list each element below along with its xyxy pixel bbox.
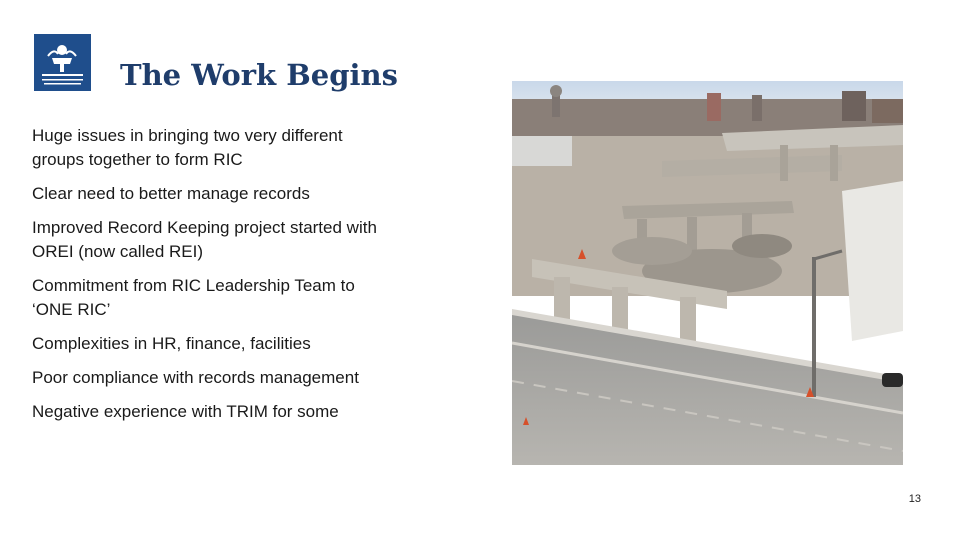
bullet-item: Poor compliance with records management — [32, 368, 359, 387]
slide-number: 13 — [908, 493, 921, 505]
bullet-list — [32, 124, 392, 434]
slide-title: The Work Begins — [120, 58, 398, 92]
bullet-item: Negative experience with TRIM for some — [32, 402, 339, 421]
bullet-item: Commitment from RIC Leadership Team to ‘ONE RIC’ — [32, 276, 355, 319]
bullet-item: Huge issues in bringing two very different groups together to form RIC — [32, 126, 343, 169]
organization-logo — [34, 34, 91, 91]
bullet-item: Clear need to better manage records — [32, 184, 310, 203]
bullet-item: Complexities in HR, finance, facilities — [32, 334, 311, 353]
highway-demolition-photo — [512, 81, 903, 465]
crest-icon — [34, 34, 91, 91]
bullet-item: Improved Record Keeping project started with OREI (now called REI) — [32, 218, 377, 261]
